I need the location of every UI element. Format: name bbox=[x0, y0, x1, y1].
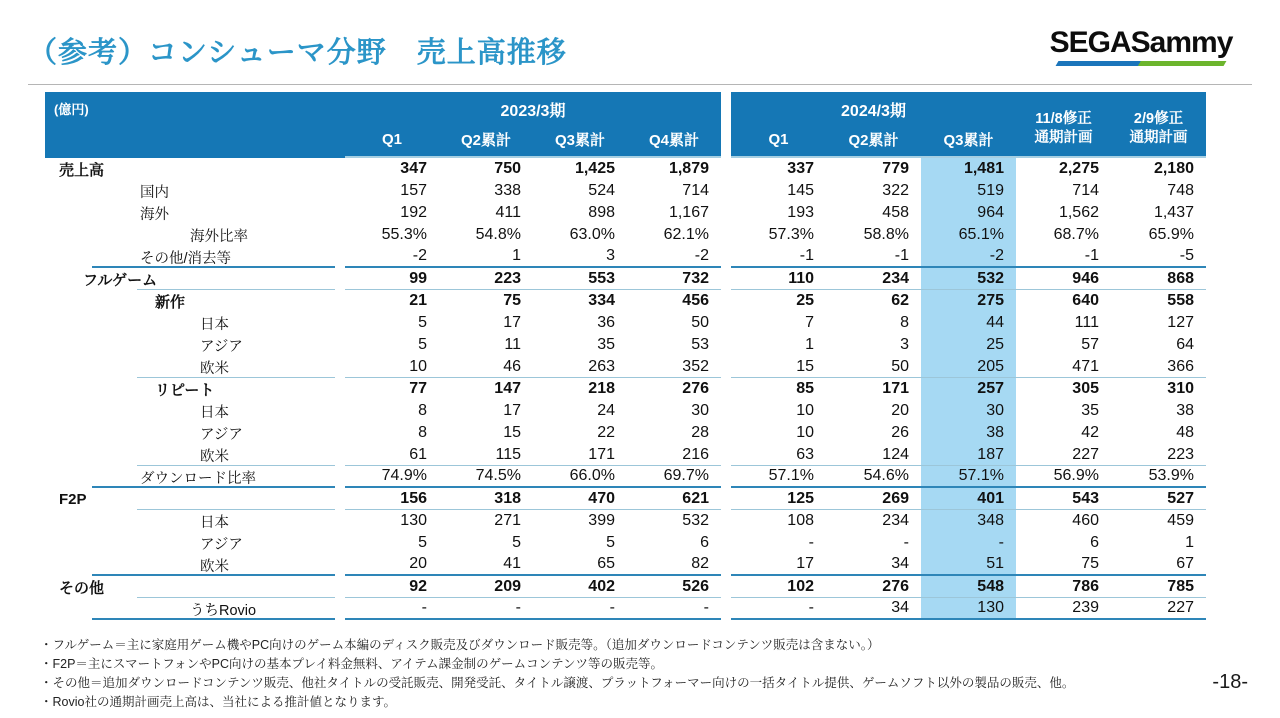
value-cell: 187 bbox=[921, 444, 1016, 466]
value-cell: 1,425 bbox=[574, 160, 615, 177]
value-cell: 234 bbox=[882, 512, 909, 529]
value-cell: 193 bbox=[787, 204, 814, 221]
value-cell: -1 bbox=[731, 246, 826, 268]
footnote-line: ・フルゲーム＝主に家庭用ゲーム機やPC向けのゲーム本編のディスク販売及びダウンロード販売等。（追加ダウンロードコンテンツ販売は含まない。） bbox=[40, 638, 880, 652]
table-row bbox=[45, 356, 1206, 378]
header-underline-2023 bbox=[345, 156, 721, 158]
value-cell: 50 bbox=[691, 314, 709, 331]
value-cell: 125 bbox=[731, 488, 826, 510]
value-cell: 53.9% bbox=[1111, 466, 1206, 488]
value-cell: 15 bbox=[503, 424, 521, 441]
row-label: F2P bbox=[59, 490, 87, 508]
row-label: 日本 bbox=[200, 404, 229, 421]
row-label: 新作 bbox=[155, 293, 186, 311]
value-cell: - bbox=[903, 534, 909, 551]
value-cell: 1,437 bbox=[1153, 204, 1194, 221]
value-cell: 548 bbox=[921, 576, 1016, 598]
row-label: リピート bbox=[155, 381, 215, 399]
value-cell: 310 bbox=[1167, 380, 1194, 397]
value-cell: 334 bbox=[588, 292, 615, 309]
column-header: Q3累計 bbox=[943, 132, 994, 149]
column-header-plan-1108: 11/8修正 通期計画 bbox=[1034, 111, 1093, 146]
column-header-plan-0209: 2/9修正 通期計画 bbox=[1129, 111, 1188, 146]
value-cell: 57.1% bbox=[921, 466, 1016, 488]
group-gap bbox=[721, 334, 731, 356]
value-cell: 85 bbox=[796, 380, 814, 397]
value-cell: 322 bbox=[882, 182, 909, 199]
value-cell: 25 bbox=[921, 334, 1016, 356]
row-label: ダウンロード比率 bbox=[140, 470, 256, 487]
value-cell: 5 bbox=[418, 314, 427, 331]
fy2023-group-title: 2023/3期 bbox=[500, 103, 566, 120]
group-gap bbox=[721, 202, 731, 224]
value-cell: 36 bbox=[597, 314, 615, 331]
value-cell: 337 bbox=[787, 160, 814, 177]
table-row bbox=[45, 378, 1206, 400]
value-cell: 7 bbox=[805, 314, 814, 331]
value-cell: 157 bbox=[400, 182, 427, 199]
value-cell: 6 bbox=[700, 534, 709, 551]
value-cell: 127 bbox=[1167, 314, 1194, 331]
value-cell: 20 bbox=[891, 402, 909, 419]
value-cell: 115 bbox=[439, 444, 533, 466]
value-cell: 6 bbox=[1090, 534, 1099, 551]
value-cell: 67 bbox=[1111, 554, 1206, 576]
page-number: -18- bbox=[1212, 671, 1248, 693]
column-header: Q2累計 bbox=[460, 132, 511, 149]
table-row bbox=[45, 400, 1206, 422]
value-cell: 66.0% bbox=[533, 466, 627, 488]
table-header bbox=[45, 92, 1206, 158]
group-gap bbox=[721, 378, 731, 400]
group-gap bbox=[721, 158, 731, 180]
sega-sammy-logo bbox=[1046, 26, 1236, 66]
value-cell: 108 bbox=[787, 512, 814, 529]
value-cell: 65.1% bbox=[921, 224, 1016, 246]
group-gap bbox=[721, 400, 731, 422]
header-underline-2024 bbox=[731, 156, 1206, 158]
value-cell: 17 bbox=[503, 314, 521, 331]
row-label: 海外 bbox=[140, 206, 169, 223]
header-group-gap bbox=[721, 92, 731, 158]
value-cell: - bbox=[345, 598, 439, 620]
value-cell: 263 bbox=[533, 356, 627, 378]
value-cell: 17 bbox=[731, 554, 826, 576]
value-cell: 57.1% bbox=[731, 466, 826, 488]
value-cell: 65.9% bbox=[1148, 226, 1194, 243]
table-row bbox=[45, 268, 1206, 290]
value-cell: 714 bbox=[1072, 182, 1099, 199]
value-cell: 785 bbox=[1111, 576, 1206, 598]
value-cell: 10 bbox=[345, 356, 439, 378]
title-divider bbox=[28, 84, 1252, 85]
table-row bbox=[45, 290, 1206, 312]
sega-sammy-logo-underline bbox=[1056, 61, 1227, 66]
value-cell: 57.3% bbox=[768, 226, 814, 243]
value-cell: 526 bbox=[627, 576, 721, 598]
value-cell: 35 bbox=[1081, 402, 1099, 419]
value-cell: - bbox=[731, 598, 826, 620]
table-row bbox=[45, 158, 1206, 180]
value-cell: 61 bbox=[345, 444, 439, 466]
value-cell: 34 bbox=[826, 598, 921, 620]
value-cell: 46 bbox=[439, 356, 533, 378]
value-cell: 77 bbox=[409, 380, 427, 397]
value-cell: 82 bbox=[627, 554, 721, 576]
footnotes bbox=[40, 636, 1074, 712]
row-label: 海外比率 bbox=[190, 228, 248, 245]
row-label: アジア bbox=[200, 536, 243, 553]
value-cell: 269 bbox=[826, 488, 921, 510]
value-cell: -5 bbox=[1111, 246, 1206, 268]
value-cell: 1 bbox=[1185, 534, 1194, 551]
value-cell: 42 bbox=[1081, 424, 1099, 441]
value-cell: 111 bbox=[1074, 314, 1099, 331]
column-header: Q2累計 bbox=[848, 132, 899, 149]
group-gap bbox=[721, 532, 731, 554]
value-cell: 130 bbox=[400, 512, 427, 529]
group-gap bbox=[721, 422, 731, 444]
value-cell: 352 bbox=[627, 356, 721, 378]
table-row bbox=[45, 334, 1206, 356]
value-cell: 5 bbox=[606, 534, 615, 551]
table-row bbox=[45, 444, 1206, 466]
value-cell: 35 bbox=[597, 336, 615, 353]
value-cell: 276 bbox=[826, 576, 921, 598]
value-cell: 54.8% bbox=[475, 226, 521, 243]
value-cell: 227 bbox=[1111, 598, 1206, 620]
table-row bbox=[45, 532, 1206, 554]
row-label: その他/消去等 bbox=[140, 250, 232, 267]
group-gap bbox=[721, 290, 731, 312]
row-label: 日本 bbox=[200, 514, 229, 531]
value-cell: 53 bbox=[691, 336, 709, 353]
value-cell: 786 bbox=[1016, 576, 1111, 598]
value-cell: - bbox=[808, 534, 814, 551]
value-cell: 459 bbox=[1167, 512, 1194, 529]
value-cell: 64 bbox=[1176, 336, 1194, 353]
value-cell: 75 bbox=[503, 292, 521, 309]
value-cell: 65 bbox=[533, 554, 627, 576]
value-cell: 223 bbox=[1111, 444, 1206, 466]
group-gap bbox=[721, 598, 731, 620]
value-cell: 55.3% bbox=[381, 226, 427, 243]
page-title: （参考）コンシューマ分野 売上高推移 bbox=[28, 37, 567, 69]
value-cell: 130 bbox=[921, 598, 1016, 620]
value-cell: -1 bbox=[1016, 246, 1111, 268]
column-header: Q1 bbox=[381, 131, 402, 148]
value-cell: 69.7% bbox=[627, 466, 721, 488]
fy2023-header-group bbox=[345, 92, 721, 158]
value-cell: 1,167 bbox=[668, 204, 709, 221]
column-header: Q1 bbox=[768, 131, 789, 148]
value-cell: 366 bbox=[1111, 356, 1206, 378]
value-cell: 543 bbox=[1016, 488, 1111, 510]
fy2024-header-group bbox=[731, 92, 1206, 158]
row-label: アジア bbox=[200, 426, 243, 443]
value-cell: 524 bbox=[588, 182, 615, 199]
value-cell: 62 bbox=[891, 292, 909, 309]
value-cell: 750 bbox=[494, 160, 521, 177]
column-header: Q4累計 bbox=[648, 132, 699, 149]
value-cell: - bbox=[439, 598, 533, 620]
value-cell: 401 bbox=[921, 488, 1016, 510]
footnote-line: ・F2P＝主にスマートフォンやPC向けの基本プレイ料金無料、アイテム課金制のゲームコンテンツ等の販売等。 bbox=[40, 657, 664, 671]
value-cell: 50 bbox=[826, 356, 921, 378]
value-cell: 621 bbox=[627, 488, 721, 510]
value-cell: 34 bbox=[826, 554, 921, 576]
value-cell: 239 bbox=[1016, 598, 1111, 620]
footnote-line: ・その他＝追加ダウンロードコンテンツ販売、他社タイトルの受託販売、開発受託、タイトル譲渡、プラットフォーマー向けの一括タイトル提供、ゲームソフト以外の製品の販売、他。 bbox=[40, 676, 1075, 690]
sega-sammy-logo-text: SEGASammy bbox=[1049, 26, 1233, 59]
value-cell: 2,275 bbox=[1058, 160, 1099, 177]
value-cell: 22 bbox=[597, 424, 615, 441]
value-cell: 124 bbox=[826, 444, 921, 466]
value-cell: 74.5% bbox=[439, 466, 533, 488]
value-cell: 1,562 bbox=[1058, 204, 1099, 221]
table-row bbox=[45, 466, 1206, 488]
table-row bbox=[45, 422, 1206, 444]
value-cell: 54.6% bbox=[826, 466, 921, 488]
value-cell: 748 bbox=[1167, 182, 1194, 199]
value-cell: 348 bbox=[921, 510, 1016, 532]
row-label: 国内 bbox=[140, 184, 169, 201]
value-cell: 110 bbox=[731, 268, 826, 290]
value-cell: 399 bbox=[588, 512, 615, 529]
value-cell: 41 bbox=[439, 554, 533, 576]
value-cell: 74.9% bbox=[345, 466, 439, 488]
group-gap bbox=[721, 268, 731, 290]
value-cell: 1 bbox=[805, 336, 814, 353]
value-cell: 271 bbox=[494, 512, 521, 529]
value-cell: 99 bbox=[345, 268, 439, 290]
group-gap bbox=[721, 488, 731, 510]
value-cell: 171 bbox=[533, 444, 627, 466]
row-label: 日本 bbox=[200, 316, 229, 333]
value-cell: 532 bbox=[682, 512, 709, 529]
table-row bbox=[45, 202, 1206, 224]
value-cell: 338 bbox=[494, 182, 521, 199]
row-label: 売上高 bbox=[59, 161, 105, 179]
table-row bbox=[45, 576, 1206, 598]
value-cell: 205 bbox=[921, 356, 1016, 378]
row-label: 欧米 bbox=[200, 558, 229, 575]
table-row bbox=[45, 510, 1206, 532]
value-cell: 38 bbox=[1176, 402, 1194, 419]
value-cell: 8 bbox=[900, 314, 909, 331]
value-cell: -2 bbox=[627, 246, 721, 268]
table-row bbox=[45, 554, 1206, 576]
group-gap bbox=[721, 510, 731, 532]
value-cell: - bbox=[533, 598, 627, 620]
table-row bbox=[45, 224, 1206, 246]
value-cell: 227 bbox=[1016, 444, 1111, 466]
value-cell: 411 bbox=[495, 204, 521, 221]
value-cell: 714 bbox=[682, 182, 709, 199]
value-cell: 276 bbox=[682, 380, 709, 397]
value-cell: 460 bbox=[1072, 512, 1099, 529]
row-label: フルゲーム bbox=[83, 271, 158, 289]
unit-label: (億円) bbox=[45, 92, 345, 158]
value-cell: 558 bbox=[1167, 292, 1194, 309]
group-gap bbox=[721, 224, 731, 246]
value-cell: 532 bbox=[921, 268, 1016, 290]
row-label: うちRovio bbox=[190, 602, 257, 619]
group-gap bbox=[721, 466, 731, 488]
value-cell: 92 bbox=[345, 576, 439, 598]
value-cell: 56.9% bbox=[1016, 466, 1111, 488]
table-row bbox=[45, 180, 1206, 202]
value-cell: 553 bbox=[533, 268, 627, 290]
value-cell: 15 bbox=[731, 356, 826, 378]
row-label: 欧米 bbox=[200, 360, 229, 377]
row-label: その他 bbox=[59, 579, 105, 597]
value-cell: 102 bbox=[731, 576, 826, 598]
value-cell: 63 bbox=[731, 444, 826, 466]
value-cell: 30 bbox=[921, 400, 1016, 422]
value-cell: 456 bbox=[682, 292, 709, 309]
value-cell: 147 bbox=[494, 380, 521, 397]
footnote-line: ・Rovio社の通期計画売上高は、当社による推計値となります。 bbox=[40, 695, 396, 709]
value-cell: 1,481 bbox=[921, 158, 1016, 180]
value-cell: 62.1% bbox=[663, 226, 709, 243]
value-cell: 868 bbox=[1111, 268, 1206, 290]
value-cell: 209 bbox=[439, 576, 533, 598]
value-cell: 8 bbox=[418, 424, 427, 441]
value-cell: 2,180 bbox=[1153, 160, 1194, 177]
value-cell: 1,879 bbox=[668, 160, 709, 177]
value-cell: 145 bbox=[787, 182, 814, 199]
value-cell: 192 bbox=[400, 204, 427, 221]
table-row bbox=[45, 488, 1206, 510]
table-row bbox=[45, 246, 1206, 268]
value-cell: 5 bbox=[418, 534, 427, 551]
value-cell: 21 bbox=[409, 292, 427, 309]
value-cell: 63.0% bbox=[569, 226, 615, 243]
value-cell: 20 bbox=[345, 554, 439, 576]
value-cell: -2 bbox=[921, 246, 1016, 268]
value-cell: 458 bbox=[882, 204, 909, 221]
value-cell: 11 bbox=[504, 336, 521, 353]
group-gap bbox=[721, 576, 731, 598]
value-cell: 48 bbox=[1176, 424, 1194, 441]
fy2024-group-title: 2024/3期 bbox=[841, 103, 906, 120]
value-cell: 1 bbox=[439, 246, 533, 268]
value-cell: 68.7% bbox=[1053, 226, 1099, 243]
value-cell: 964 bbox=[921, 202, 1016, 224]
value-cell: 3 bbox=[533, 246, 627, 268]
value-cell: -2 bbox=[345, 246, 439, 268]
value-cell: 223 bbox=[439, 268, 533, 290]
value-cell: 75 bbox=[1016, 554, 1111, 576]
value-cell: 318 bbox=[439, 488, 533, 510]
value-cell: 44 bbox=[921, 312, 1016, 334]
group-gap bbox=[721, 356, 731, 378]
value-cell: 8 bbox=[418, 402, 427, 419]
table-row bbox=[45, 598, 1206, 620]
value-cell: 57 bbox=[1081, 336, 1099, 353]
value-cell: 17 bbox=[503, 402, 521, 419]
value-cell: 51 bbox=[921, 554, 1016, 576]
group-gap bbox=[721, 554, 731, 576]
value-cell: - bbox=[921, 532, 1016, 554]
value-cell: 257 bbox=[921, 378, 1016, 400]
column-header: Q3累計 bbox=[554, 132, 605, 149]
group-gap bbox=[721, 444, 731, 466]
value-cell: 275 bbox=[921, 290, 1016, 312]
value-cell: 24 bbox=[597, 402, 615, 419]
value-cell: 28 bbox=[691, 424, 709, 441]
value-cell: 216 bbox=[627, 444, 721, 466]
value-cell: 305 bbox=[1072, 380, 1099, 397]
value-cell: 30 bbox=[691, 402, 709, 419]
value-cell: 25 bbox=[796, 292, 814, 309]
sales-table bbox=[45, 92, 1206, 620]
value-cell: 898 bbox=[588, 204, 615, 221]
table-row bbox=[45, 312, 1206, 334]
group-gap bbox=[721, 246, 731, 268]
value-cell: -1 bbox=[826, 246, 921, 268]
value-cell: 38 bbox=[921, 422, 1016, 444]
value-cell: 5 bbox=[418, 336, 427, 353]
value-cell: 171 bbox=[882, 380, 909, 397]
value-cell: 347 bbox=[400, 160, 427, 177]
value-cell: 26 bbox=[891, 424, 909, 441]
row-label: アジア bbox=[200, 338, 243, 355]
value-cell: 218 bbox=[588, 380, 615, 397]
value-cell: 470 bbox=[533, 488, 627, 510]
value-cell: 946 bbox=[1016, 268, 1111, 290]
value-cell: 732 bbox=[627, 268, 721, 290]
value-cell: 234 bbox=[826, 268, 921, 290]
value-cell: 3 bbox=[900, 336, 909, 353]
value-cell: 471 bbox=[1016, 356, 1111, 378]
value-cell: 5 bbox=[512, 534, 521, 551]
value-cell: - bbox=[627, 598, 721, 620]
value-cell: 527 bbox=[1111, 488, 1206, 510]
table-body bbox=[45, 158, 1206, 620]
value-cell: 519 bbox=[921, 180, 1016, 202]
value-cell: 10 bbox=[796, 424, 814, 441]
row-label: 欧米 bbox=[200, 448, 229, 465]
group-gap bbox=[721, 180, 731, 202]
value-cell: 58.8% bbox=[863, 226, 909, 243]
value-cell: 10 bbox=[796, 402, 814, 419]
group-gap bbox=[721, 312, 731, 334]
value-cell: 156 bbox=[345, 488, 439, 510]
value-cell: 402 bbox=[533, 576, 627, 598]
value-cell: 640 bbox=[1072, 292, 1099, 309]
value-cell: 779 bbox=[882, 160, 909, 177]
